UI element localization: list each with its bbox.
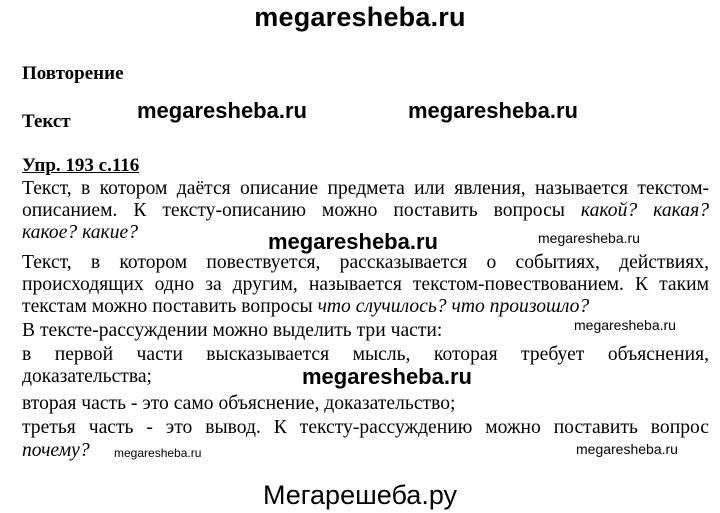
watermark-center-low: megaresheba.ru xyxy=(302,364,472,389)
text-line-2 xyxy=(22,200,709,222)
footer-brand: Мегарешеба.ру xyxy=(262,480,458,510)
section-subtitle: Текст xyxy=(22,111,71,132)
text-line-9: доказательства; xyxy=(22,366,152,387)
watermark-mid-right: megaresheba.ru xyxy=(538,230,640,246)
text-line-7: В тексте-рассуждении можно выделить три части: xyxy=(22,320,443,341)
text-line-12: почему? xyxy=(22,440,90,461)
text-line-2-plain: описанием. К тексту-описанию можно поставить вопросы xyxy=(22,200,565,221)
watermark-top: megaresheba.ru xyxy=(254,2,466,32)
watermark-heading-left: megaresheba.ru xyxy=(137,98,307,123)
text-line-5: происходящих одно за другим, называется текстом-повествованием. К таким xyxy=(22,274,709,295)
watermark-bottom-left: megaresheba.ru xyxy=(114,446,202,460)
watermark-bottom-right: megaresheba.ru xyxy=(576,441,678,457)
text-line-6 xyxy=(22,296,589,318)
text-line-4: Текст, в котором повествуется, рассказывается о событиях, действиях, xyxy=(22,252,709,273)
text-line-1: Текст, в котором даётся описание предмета или явления, называется текстом- xyxy=(22,178,709,199)
text-line-6-questions: что случилось? что произошло? xyxy=(317,296,590,317)
watermark-right-small: megaresheba.ru xyxy=(574,317,676,333)
exercise-label: Упр. 193 с.116 xyxy=(22,155,140,176)
text-line-3: какое? какие? xyxy=(22,222,139,243)
text-line-6-plain: текстам можно поставить вопросы xyxy=(22,296,313,317)
text-line-11: третья часть - это вывод. К тексту-рассуждению можно поставить вопрос xyxy=(22,417,709,438)
text-line-10: вторая часть - это само объяснение, доказательство; xyxy=(22,393,456,414)
watermark-heading-right: megaresheba.ru xyxy=(408,98,578,123)
watermark-mid-center: megaresheba.ru xyxy=(268,229,438,254)
section-title: Повторение xyxy=(22,63,124,84)
text-line-2-questions: какой? какая? xyxy=(580,200,710,221)
text-line-8: в первой части высказывается мысль, которая требует объяснения, xyxy=(22,344,709,365)
